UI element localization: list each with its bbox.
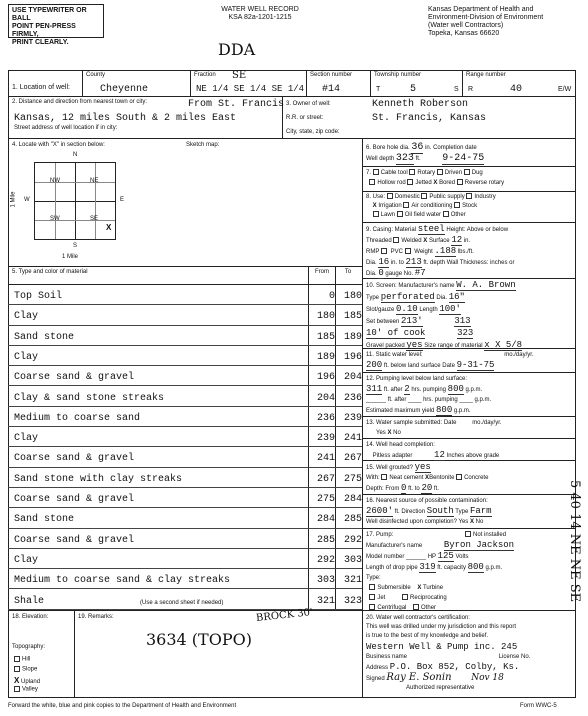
table-row [8,468,362,488]
footer-left: Forward the white, blue and pink copies to the Department of Health and Environment [8,703,237,709]
topo-slope: Slope [14,666,37,674]
bore-dia: 36 [411,142,424,153]
grid-nw: NW [50,178,60,184]
log-to: 185 [343,311,362,323]
section-grid [34,162,116,240]
table-row [8,549,362,569]
form-title-line2: KSA 82a-1201-1215 [228,14,292,21]
divider [362,191,576,192]
log-material: Coarse sand & gravel [14,453,135,465]
divider [362,372,576,373]
table-row [8,529,362,549]
divider [362,166,576,167]
township-label: Township number [374,72,422,78]
log-material: Clay [14,433,39,445]
owner-name: Kenneth Roberson [372,99,469,110]
log-label: 5. Type and color of material [12,269,88,275]
grid-mark: X [106,223,112,232]
log-material: Clay [14,554,39,566]
log-from: 275 [316,494,335,505]
grout-block: 15. Well grouted? yes With: Neat cement XBentonite Concrete Depth: From 0 ft. to 20 ft. [366,462,489,493]
log-from: 284 [316,514,335,526]
second-sheet-note: (Use a second sheet if needed) [140,600,224,606]
agency-line: Topeka, Kansas 66620 [428,30,500,37]
distance-value2: Kansas, 12 miles South & 2 miles East [14,113,237,124]
static-block: 11. Static water level: mo./day/yr. 200 ft. below land surface Date 9-31-75 [366,352,534,370]
log-to: 180 [343,291,362,302]
street-label: Street address of well location if in city: [14,125,118,131]
mile-label-side: 1 Mile [10,191,17,208]
table-row [8,346,362,366]
grid-ne: NE [90,178,99,184]
completion-date: 9-24-75 [442,153,485,164]
log-to: 292 [343,534,362,546]
log-material: Top Soil [14,291,63,302]
instruction-line: POINT PEN-PRESS FIRMLY, [12,23,76,38]
township-value: 5 [410,84,417,95]
location-label: 1. Location of well: [12,84,70,91]
log-material: Medium to coarse sand & clay streaks [14,575,231,587]
range-r: R [468,86,474,93]
sample-block: 13. Water sample submitted: Date mo./day/yr. Yes X No [366,420,502,436]
form-title-line1: WATER WELL RECORD [221,6,299,13]
fraction-note: SE [232,70,247,81]
section-value: #14 [322,84,341,95]
use-block: 8. Use: Domestic Public supply Industry X Irrigation Air conditioning Stock Lawn Oil field water Other [366,194,496,218]
divider [362,494,576,495]
range-ew: E/W [558,86,572,93]
city-label: City, state, zip code: [286,129,340,135]
range-value: 40 [510,84,523,95]
locate-label: 4. Locate with "X" in section below: [12,142,105,148]
log-from: 204 [316,392,335,404]
distance-value1: From St. Francis [188,99,285,110]
grid-e: E [120,197,125,203]
footer-right: Form WWC-5 [520,703,557,709]
agency-line: Environment-Division of Environment [428,14,544,21]
log-from: 267 [316,473,335,485]
grid-se: SE [90,216,99,222]
instruction-line: PRINT CLEARLY. [12,39,69,46]
log-material: Coarse sand & gravel [14,494,135,505]
topo-upland: X Upland [14,676,41,685]
pumping-block: 12. Pumping level below land surface: 311 ft. after 2 hrs. pumping 800 g.p.m. ______ ft. after ____ hrs. pumping ____ g.p.m. Estimated maximum yield 800 g.p.m. [366,376,492,415]
remarks-label: 19. Remarks: [78,614,114,620]
log-material: Sand stone [14,331,75,343]
log-from: 236 [316,412,335,424]
distance-label: 2. Distance and direction from nearest town or city: [12,99,148,105]
table-row [8,326,362,346]
certification-block: 20. Water well contractor's certification: This well was drilled under my jurisdiction and this report is true to the best of my knowledge and belief. Western Well & Pump inc. 245 Business name License No. Address P.O. Box 852, Colby, Ks. Signed Ray E. Sonin Nov 18 Authorized representative [366,615,531,691]
table-row [8,305,362,325]
county-label: County [86,72,106,78]
log-from: 189 [316,351,335,363]
fraction-label: Fraction [194,72,216,78]
remarks-topo: 3634 (TOPO) [146,630,252,649]
owner-rr: St. Francis, Kansas [372,113,487,124]
log-material: Medium to coarse sand [14,412,141,424]
log-to-label: To [344,269,352,275]
screen-block: 10. Screen: Manufacturer's name W. A. Brown Type perforated Dia. 16" Slot/gauze 0.10 Length 100' Set between 213' 313 10' of cook 323 Gravel packed yes Size range of material x X 5/8 [366,280,523,350]
grid-w: W [24,197,30,203]
log-material: Coarse sand & gravel [14,372,135,384]
log-to: 239 [343,412,362,424]
table-row [8,427,362,447]
log-to: 196 [343,351,362,363]
log-material: Sand stone with clay streaks [14,473,183,485]
contamination-block: 16. Nearest source of possible contamination: 2600' ft. Direction South Type Farm Well disinfected upon completion? Yes X No [366,498,492,525]
table-row [8,387,362,407]
log-from: 0 [328,291,335,302]
head-block: 14. Well head completion: Pitless adapter 12 Inches above grade [366,442,500,460]
grid-n: N [73,152,78,158]
log-from: 303 [316,575,335,587]
log-from: 321 [316,595,335,607]
divider [362,438,576,439]
log-to: 321 [343,575,362,587]
range-label: Range number [466,72,506,78]
log-from: 185 [316,331,335,343]
elevation-label: 18. Elevation: [12,614,49,620]
log-material: Clay [14,311,39,323]
bore-depth: 323 [395,153,414,164]
township-s: S [454,86,459,93]
log-to: 284 [343,494,362,505]
sketch-label: Sketch map: [186,142,220,148]
table-row [8,366,362,386]
rr-label: R.R. or street: [286,115,324,121]
log-to: 275 [343,473,362,485]
table-row [8,488,362,508]
log-material: Coarse sand & gravel [14,534,135,546]
topography-label: Topography: [12,644,46,650]
log-from: 241 [316,453,335,465]
log-to: 285 [343,514,362,526]
log-to: 236 [343,392,362,404]
log-to: 241 [343,433,362,445]
township-t: T [376,86,381,93]
divider [362,222,576,223]
divider [362,416,576,417]
section-label: Section number [310,72,353,78]
divider [362,528,576,529]
table-row [8,285,362,305]
dda-stamp: DDA [218,40,256,59]
log-to: 189 [343,331,362,343]
drill-method-block: 7. Cable tool Rotary Driven Dug Hollow rod Jetted X Bored Reverse rotary [366,170,505,186]
casing-block: 9. Casing: Material steel Height: Above or below Threaded Welded X Surface 12 in. RMP PVC Weight .188 lbs./ft. Dia. 16 in. to 213 ft. depth Wall Thickness: inches or Dia. 0 gauge No. #7 [366,224,515,278]
instructions-box [8,4,104,46]
log-from-label: From [315,269,329,275]
topo-valley: Valley [14,686,38,694]
margin-note: 5 40 14 NE NE SE [567,480,582,603]
table-row [8,447,362,467]
log-material: Clay [14,351,39,363]
table-row [8,569,362,589]
form-title [200,6,320,22]
log-material: Clay & sand stone streaks [14,392,165,404]
remarks-brock: BROCK 30' [255,607,314,624]
log-to: 303 [343,554,362,566]
agency-line: Kansas Department of Health and [428,6,534,13]
log-material: Shale [14,595,45,607]
topo-hill: Hill [14,656,30,664]
log-from: 239 [316,433,335,445]
table-row [8,407,362,427]
table-row [8,508,362,528]
county-value: Cheyenne [100,84,149,95]
pump-block: 17. Pump: Not installed Manufacturer's name Byron Jackson Model number ______ HP 125 Volts Length of drop pipe 319 ft. capacity 800 g.p.m. Type: Submersible X Turbine Jet Reciprocating Centrifugal Other [366,532,515,611]
owner-label: 3. Owner of well: [286,101,331,107]
log-to: 267 [343,453,362,465]
grid-s: S [73,243,78,249]
log-material: Sand stone [14,514,75,526]
log-to: 204 [343,372,362,384]
log-from: 196 [316,372,335,384]
agency-block [428,6,578,38]
instruction-line: USE TYPEWRITER OR BALL [12,7,87,22]
log-from: 180 [316,311,335,323]
log-from: 292 [316,554,335,566]
fraction-value: NE 1/4 SE 1/4 SE 1/4 [196,84,305,94]
agency-line: (Water well Contractors) [428,22,504,29]
log-to: 323 [343,595,362,607]
grid-sw: SW [50,216,60,222]
log-from: 285 [316,534,335,546]
bore-block: 6. Bore hole dia. 36 in. Completion date Well depth 323 ft. 9-24-75 [366,142,485,164]
mile-label-bottom: 1 Mile [62,254,79,260]
